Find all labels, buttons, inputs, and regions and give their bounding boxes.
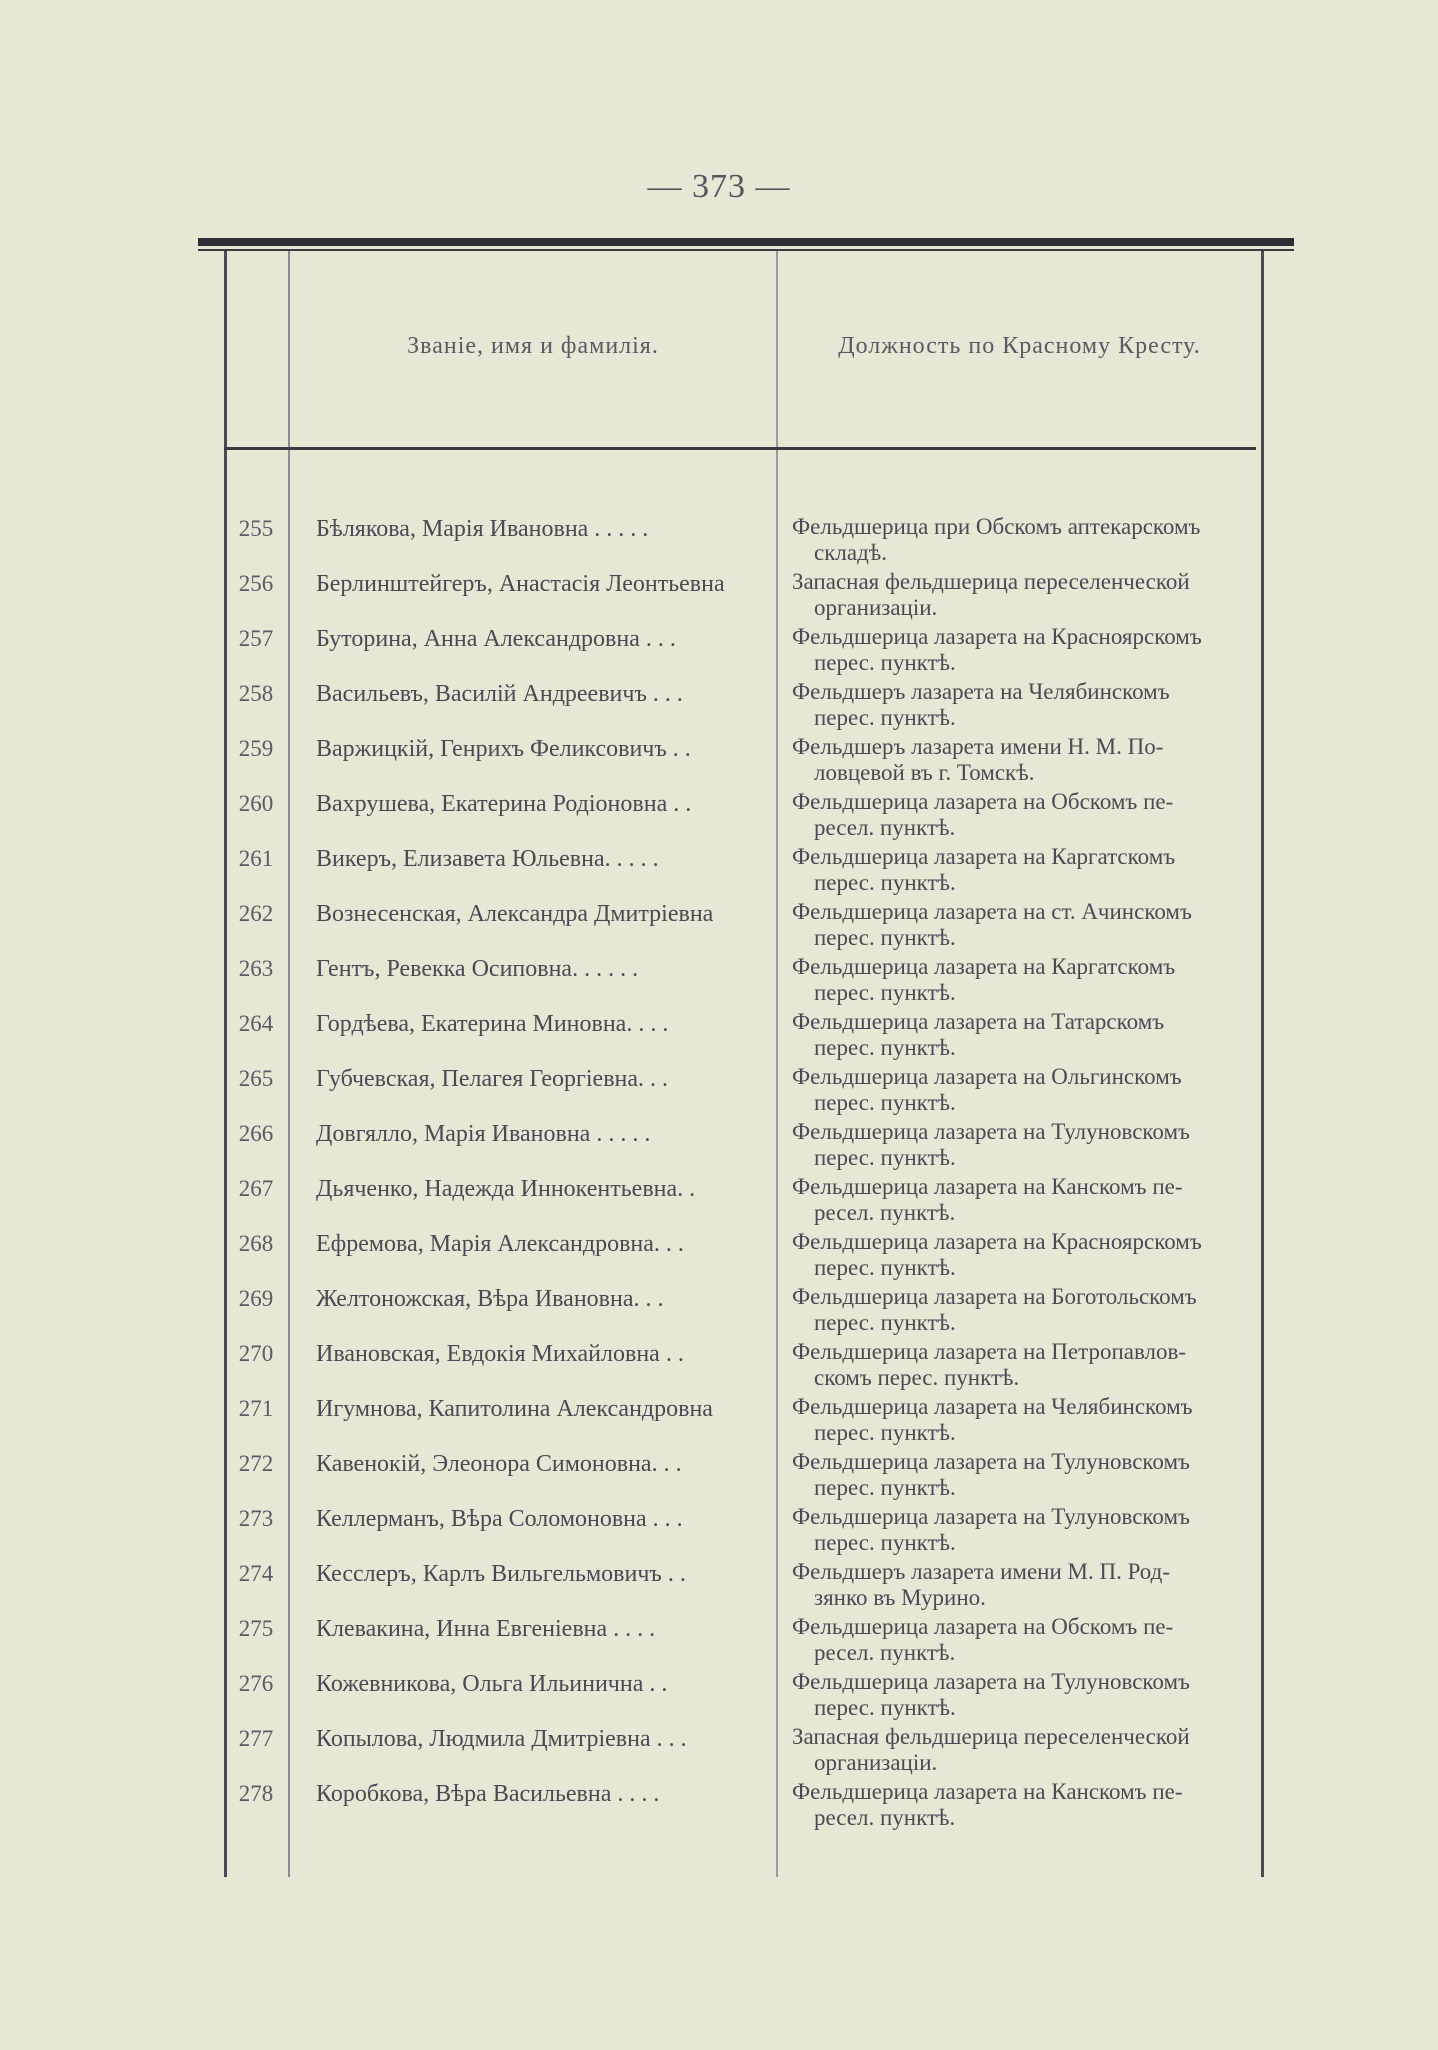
- duty-line-1: Фельдшерица лазарета на Боготольскомъ: [792, 1284, 1197, 1309]
- person-name: Дьяченко, Надежда Иннокентьевна. .: [316, 1176, 696, 1202]
- table-body: [0, 512, 1438, 1832]
- row-number: 264: [238, 1011, 274, 1036]
- header-name-column: Званіе, имя и фамилія.: [407, 333, 659, 359]
- duty-line-2: ресел. пунктѣ.: [814, 1200, 956, 1225]
- row-number: 256: [238, 571, 274, 596]
- duty-text: [792, 679, 1254, 731]
- person-name: Вознесенская, Александра Дмитріевна: [316, 901, 714, 927]
- duty-line-1: Фельдшерица лазарета на Обскомъ пе-: [792, 789, 1174, 814]
- duty-line-2: перес. пунктѣ.: [814, 870, 956, 895]
- duty-text: [792, 1229, 1254, 1281]
- row-number: 268: [238, 1231, 274, 1256]
- duty-line-2: скомъ перес. пунктѣ.: [814, 1365, 1020, 1390]
- row-number: 258: [238, 681, 274, 706]
- row-number: 265: [238, 1066, 274, 1091]
- row-number: 255: [238, 516, 274, 541]
- table-row: [0, 1227, 1438, 1282]
- table-row: [0, 897, 1438, 952]
- duty-text: [792, 1779, 1254, 1831]
- duty-text: [792, 1724, 1254, 1776]
- person-name: Ивановская, Евдокія Михайловна . .: [316, 1341, 684, 1367]
- person-name: Желтоножская, Вѣра Ивановна. . .: [316, 1286, 664, 1312]
- person-name: Берлинштейгеръ, Анастасія Леонтьевна: [316, 571, 725, 597]
- person-name: Довгялло, Марія Ивановна . . . . .: [316, 1121, 651, 1147]
- duty-line-2: зянко въ Мурино.: [814, 1585, 986, 1610]
- duty-line-2: организаціи.: [814, 1750, 938, 1775]
- table-row: [0, 1007, 1438, 1062]
- duty-line-1: Запасная фельдшерица переселенческой: [792, 569, 1190, 594]
- person-name: Губчевская, Пелагея Георгіевна. . .: [316, 1066, 669, 1092]
- duty-line-1: Фельдшеръ лазарета имени М. П. Род-: [792, 1559, 1171, 1584]
- duty-line-2: перес. пунктѣ.: [814, 980, 956, 1005]
- table-row: [0, 787, 1438, 842]
- row-number: 266: [238, 1121, 274, 1146]
- person-name: Копылова, Людмила Дмитріевна . . .: [316, 1726, 687, 1752]
- duty-line-2: ресел. пунктѣ.: [814, 815, 956, 840]
- duty-line-2: складѣ.: [814, 540, 888, 565]
- duty-text: [792, 624, 1254, 676]
- person-name: Келлерманъ, Вѣра Соломоновна . . .: [316, 1506, 683, 1532]
- duty-text: [792, 844, 1254, 896]
- row-number: 259: [238, 736, 274, 761]
- duty-line-1: Фельдшерица лазарета на Канскомъ пе-: [792, 1779, 1183, 1804]
- duty-text: [792, 1009, 1254, 1061]
- duty-line-2: перес. пунктѣ.: [814, 1310, 956, 1335]
- row-number: 270: [238, 1341, 274, 1366]
- person-name: Кавенокій, Элеонора Симоновна. . .: [316, 1451, 682, 1477]
- row-number: 277: [238, 1726, 274, 1751]
- duty-line-1: Фельдшерица лазарета на Каргатскомъ: [792, 844, 1176, 869]
- duty-line-1: Фельдшерица лазарета на Тулуновскомъ: [792, 1669, 1190, 1694]
- duty-line-1: Фельдшерица лазарета на Канскомъ пе-: [792, 1174, 1183, 1199]
- duty-text: [792, 789, 1254, 841]
- duty-line-1: Фельдшерица при Обскомъ аптекарскомъ: [792, 514, 1201, 539]
- duty-line-2: перес. пунктѣ.: [814, 1145, 956, 1170]
- duty-line-2: перес. пунктѣ.: [814, 1420, 956, 1445]
- duty-text: [792, 1394, 1254, 1446]
- duty-line-1: Фельдшерица лазарета на Ольгинскомъ: [792, 1064, 1182, 1089]
- duty-line-1: Фельдшерица лазарета на Обскомъ пе-: [792, 1614, 1174, 1639]
- row-number: 267: [238, 1176, 274, 1201]
- table-row: [0, 677, 1438, 732]
- duty-text: [792, 1339, 1254, 1391]
- duty-line-1: Фельдшерица лазарета на ст. Ачинскомъ: [792, 899, 1192, 924]
- duty-line-1: Фельдшерица лазарета на Красноярскомъ: [792, 1229, 1202, 1254]
- duty-text: [792, 1449, 1254, 1501]
- person-name: Гордѣева, Екатерина Миновна. . . .: [316, 1011, 669, 1037]
- header-rule: [224, 447, 1256, 450]
- duty-line-1: Фельдшерица лазарета на Тулуновскомъ: [792, 1449, 1190, 1474]
- table-row: [0, 1447, 1438, 1502]
- person-name: Ефремова, Марія Александровна. . .: [316, 1231, 684, 1257]
- duty-text: [792, 734, 1254, 786]
- duty-line-2: перес. пунктѣ.: [814, 650, 956, 675]
- duty-line-2: перес. пунктѣ.: [814, 1530, 956, 1555]
- table-row: [0, 512, 1438, 567]
- duty-text: [792, 1119, 1254, 1171]
- table-row: [0, 1502, 1438, 1557]
- person-name: Клевакина, Инна Евгеніевна . . . .: [316, 1616, 656, 1642]
- person-name: Варжицкій, Генрихъ Феликсовичъ . .: [316, 736, 691, 762]
- row-number: 257: [238, 626, 274, 651]
- person-name: Васильевъ, Василій Андреевичъ . . .: [316, 681, 683, 707]
- duty-text: [792, 899, 1254, 951]
- duty-line-1: Фельдшерица лазарета на Петропавлов-: [792, 1339, 1187, 1364]
- duty-line-1: Фельдшеръ лазарета на Челябинскомъ: [792, 679, 1170, 704]
- person-name: Викеръ, Елизавета Юльевна. . . . .: [316, 846, 659, 872]
- table-row: [0, 842, 1438, 897]
- table-row: [0, 1777, 1438, 1832]
- top-rule: [198, 238, 1294, 246]
- person-name: Игумнова, Капитолина Александровна: [316, 1396, 713, 1422]
- row-number: 262: [238, 901, 274, 926]
- table-row: [0, 622, 1438, 677]
- duty-line-1: Фельдшерица лазарета на Челябинскомъ: [792, 1394, 1193, 1419]
- page-number: — 373 —: [647, 168, 791, 205]
- table-row: [0, 1062, 1438, 1117]
- duty-line-2: перес. пунктѣ.: [814, 1090, 956, 1115]
- table-row: [0, 1172, 1438, 1227]
- duty-line-2: организаціи.: [814, 595, 938, 620]
- row-number: 263: [238, 956, 274, 981]
- person-name: Вахрушева, Екатерина Родіоновна . .: [316, 791, 692, 817]
- table-row: [0, 1612, 1438, 1667]
- duty-line-1: Фельдшерица лазарета на Татарскомъ: [792, 1009, 1165, 1034]
- table-row: [0, 1392, 1438, 1447]
- row-number: 276: [238, 1671, 274, 1696]
- person-name: Буторина, Анна Александровна . . .: [316, 626, 676, 652]
- person-name: Коробкова, Вѣра Васильевна . . . .: [316, 1781, 660, 1807]
- person-name: Бѣлякова, Марія Ивановна . . . . .: [316, 516, 649, 542]
- row-number: 269: [238, 1286, 274, 1311]
- duty-line-2: ресел. пунктѣ.: [814, 1640, 956, 1665]
- duty-text: [792, 1669, 1254, 1721]
- row-number: 274: [238, 1561, 274, 1586]
- duty-text: [792, 1284, 1254, 1336]
- table-row: [0, 1667, 1438, 1722]
- table-row: [0, 1117, 1438, 1172]
- row-number: 271: [238, 1396, 274, 1421]
- table-row: [0, 1557, 1438, 1612]
- duty-line-2: перес. пунктѣ.: [814, 1475, 956, 1500]
- person-name: Кесслеръ, Карлъ Вильгельмовичъ . .: [316, 1561, 686, 1587]
- duty-text: [792, 954, 1254, 1006]
- duty-line-2: перес. пунктѣ.: [814, 705, 956, 730]
- duty-line-2: перес. пунктѣ.: [814, 1035, 956, 1060]
- duty-text: [792, 1064, 1254, 1116]
- duty-text: [792, 1504, 1254, 1556]
- duty-text: [792, 1614, 1254, 1666]
- row-number: 278: [238, 1781, 274, 1806]
- table-row: [0, 1722, 1438, 1777]
- duty-line-2: ресел. пунктѣ.: [814, 1805, 956, 1830]
- table-row: [0, 567, 1438, 622]
- duty-line-1: Фельдшеръ лазарета имени Н. М. По-: [792, 734, 1164, 759]
- row-number: 272: [238, 1451, 274, 1476]
- duty-line-1: Фельдшерица лазарета на Тулуновскомъ: [792, 1119, 1190, 1144]
- row-number: 273: [238, 1506, 274, 1531]
- table-row: [0, 732, 1438, 787]
- table-row: [0, 1282, 1438, 1337]
- duty-text: [792, 514, 1254, 566]
- row-number: 261: [238, 846, 274, 871]
- duty-line-1: Фельдшерица лазарета на Каргатскомъ: [792, 954, 1176, 979]
- duty-line-1: Запасная фельдшерица переселенческой: [792, 1724, 1190, 1749]
- duty-text: [792, 569, 1254, 621]
- duty-line-2: перес. пунктѣ.: [814, 1695, 956, 1720]
- duty-line-1: Фельдшерица лазарета на Тулуновскомъ: [792, 1504, 1190, 1529]
- duty-line-2: перес. пунктѣ.: [814, 925, 956, 950]
- duty-line-1: Фельдшерица лазарета на Красноярскомъ: [792, 624, 1202, 649]
- duty-line-2: ловцевой въ г. Томскѣ.: [814, 760, 1035, 785]
- row-number: 260: [238, 791, 274, 816]
- duty-line-2: перес. пунктѣ.: [814, 1255, 956, 1280]
- row-number: 275: [238, 1616, 274, 1641]
- table-row: [0, 952, 1438, 1007]
- header-duty-column: Должность по Красному Кресту.: [838, 333, 1201, 359]
- person-name: Гентъ, Ревекка Осиповна. . . . . .: [316, 956, 639, 982]
- person-name: Кожевникова, Ольга Ильинична . .: [316, 1671, 668, 1697]
- duty-text: [792, 1174, 1254, 1226]
- duty-text: [792, 1559, 1254, 1611]
- table-row: [0, 1337, 1438, 1392]
- top-rule-thin: [198, 249, 1294, 251]
